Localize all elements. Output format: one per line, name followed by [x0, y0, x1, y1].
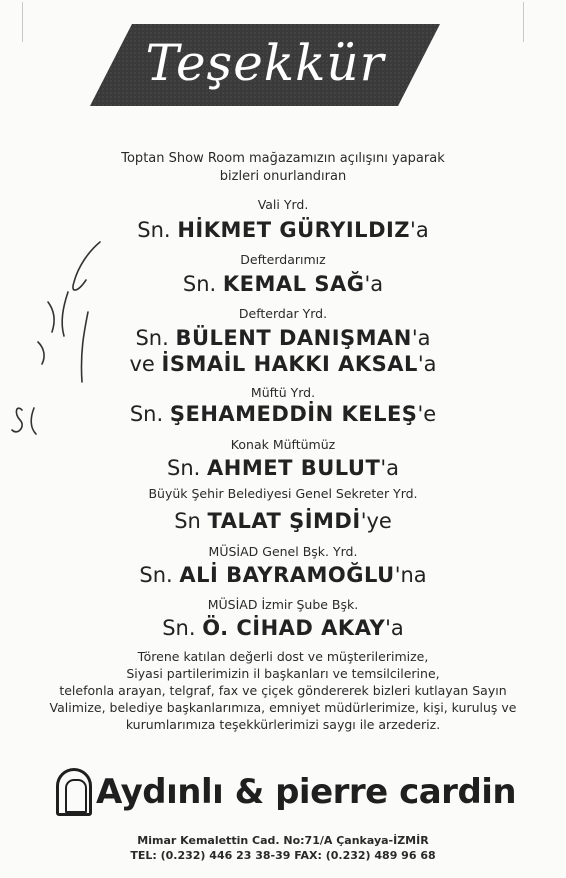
- intro-text: [0, 150, 566, 186]
- clipping-border-left: [22, 2, 23, 42]
- intro-line-1: Toptan Show Room mağazamızın açılışını yaparak: [121, 151, 445, 166]
- title-banner: [90, 20, 440, 108]
- honoree-role-4: Müftü Yrd.: [250, 385, 316, 400]
- honoree-suffix: 'na: [394, 563, 427, 587]
- intro-line-2: bizleri onurlandıran: [219, 169, 347, 184]
- honoree-suffix: 'a: [410, 218, 429, 242]
- clipping-border-right: [523, 2, 524, 42]
- closing-line-3: telefonla arayan, telgraf, fax ve çiçek göndererek bizleri kutlayan Sayın: [59, 683, 507, 698]
- phone-fax-line: TEL: (0.232) 446 23 38-39 FAX: (0.232) 489 96 68: [130, 849, 436, 862]
- honoree-name: TALAT ŞİMDİ: [207, 509, 361, 533]
- page-title: Teşekkür: [145, 34, 385, 92]
- closing-line-5: kurumlarımıza teşekkürlerimizi saygı ile arzederiz.: [125, 717, 441, 732]
- honoree-role-2: Defterdarımız: [240, 252, 326, 267]
- honoree-prefix: Sn.: [139, 563, 173, 587]
- honoree-role-5: Konak Müftümüz: [230, 437, 336, 452]
- brand-name: Aydınlı & pierre cardin: [96, 772, 517, 812]
- closing-line-1: Törene katılan değerli dost ve müşterilerimize,: [137, 649, 429, 664]
- honoree-name-8: [0, 616, 566, 640]
- honoree-prefix: Sn.: [137, 218, 171, 242]
- honoree-name-7: [0, 563, 566, 587]
- brand-logo: [56, 768, 517, 818]
- honoree-name-5: [0, 456, 566, 480]
- honoree-suffix: 'a: [411, 326, 431, 350]
- honoree-prefix: ve: [129, 352, 155, 376]
- honoree-suffix: 'a: [417, 352, 437, 376]
- honoree-prefix: Sn.: [167, 456, 201, 480]
- honoree-role-1: Vali Yrd.: [257, 197, 309, 212]
- honoree-suffix: 'a: [364, 272, 384, 296]
- closing-paragraph: [0, 648, 566, 733]
- honoree-role-8: MÜSİAD İzmir Şube Bşk.: [207, 597, 359, 612]
- handwritten-signature: [8, 232, 118, 442]
- honoree-prefix: Sn.: [162, 616, 196, 640]
- honoree-suffix: 'a: [385, 616, 404, 640]
- honoree-prefix: Sn.: [135, 326, 169, 350]
- honoree-name: KEMAL SAĞ: [222, 272, 365, 296]
- honoree-suffix: 'a: [380, 456, 399, 480]
- closing-line-2: Siyasi partilerimizin il başkanları ve temsilcilerine,: [126, 666, 440, 681]
- honoree-prefix: Sn.: [129, 402, 164, 426]
- honoree-suffix: 'ye: [360, 509, 392, 533]
- honoree-name: ŞEHAMEDDİN KELEŞ: [169, 402, 418, 426]
- honoree-name: Ö. CİHAD AKAY: [202, 616, 386, 640]
- honoree-name-6: [0, 509, 566, 533]
- arch-logo-icon: [56, 768, 92, 816]
- honoree-role-6: Büyük Şehir Belediyesi Genel Sekreter Yrd.: [148, 486, 418, 501]
- honoree-role-7: MÜSİAD Genel Bşk. Yrd.: [208, 544, 358, 559]
- address-line: Mimar Kemalettin Cad. No:71/A Çankaya-İZMİR: [137, 834, 429, 847]
- closing-line-4: Valimize, belediye başkanlarımıza, emniyet müdürlerimize, kişi, kuruluş ve: [49, 700, 517, 715]
- honoree-name: İSMAİL HAKKI AKSAL: [161, 352, 418, 376]
- honoree-name: BÜLENT DANIŞMAN: [175, 326, 412, 350]
- honoree-name: HİKMET GÜRYILDIZ: [177, 218, 411, 242]
- honoree-name: ALİ BAYRAMOĞLU: [179, 563, 395, 587]
- honoree-name: AHMET BULUT: [207, 456, 381, 480]
- contact-address: [0, 833, 566, 863]
- honoree-prefix: Sn.: [182, 272, 217, 296]
- honoree-suffix: 'e: [417, 402, 437, 426]
- honoree-role-3: Defterdar Yrd.: [238, 306, 328, 321]
- honoree-prefix: Sn: [174, 509, 201, 533]
